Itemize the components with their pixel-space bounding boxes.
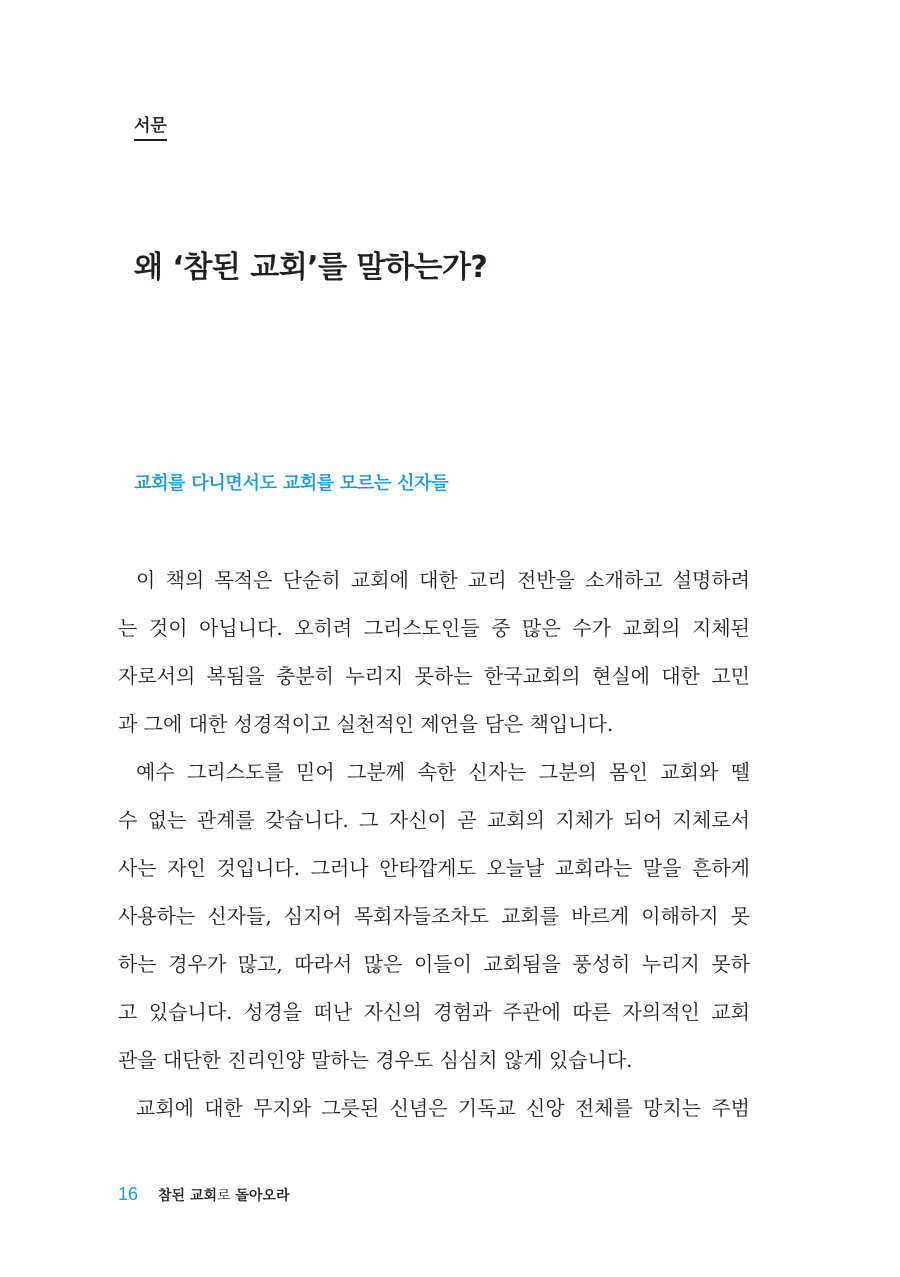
body-line: 이 책의 목적은 단순히 교회에 대한 교리 전반을 소개하고 설명하려: [136, 568, 750, 592]
running-title-part1: 참된 교회: [158, 1188, 218, 1204]
body-line: 과 그에 대한 성경적이고 실천적인 제언을 담은 책입니다.: [118, 712, 614, 736]
body-line: 하는 경우가 많고, 따라서 많은 이들이 교회됨을 풍성히 누리지 못하: [118, 952, 750, 976]
running-title: [158, 1185, 290, 1205]
section-subheading: 교회를 다니면서도 교회를 모르는 신자들: [134, 473, 449, 494]
page-number: 16: [118, 1184, 139, 1204]
body-line: 교회에 대한 무지와 그릇된 신념은 기독교 신앙 전체를 망치는 주범: [136, 1096, 750, 1120]
body-text: [118, 556, 750, 1132]
section-label: 서문: [134, 115, 167, 141]
body-line: 고 있습니다. 성경을 떠난 자신의 경험과 주관에 따른 자의적인 교회: [118, 1000, 750, 1024]
body-line: 자로서의 복됨을 충분히 누리지 못하는 한국교회의 현실에 대한 고민: [118, 664, 750, 688]
body-line: 수 없는 관계를 갖습니다. 그 자신이 곧 교회의 지체가 되어 지체로서: [118, 808, 750, 832]
body-line: 사는 자인 것입니다. 그러나 안타깝게도 오늘날 교회라는 말을 흔하게: [118, 856, 750, 880]
running-title-particle: 로: [217, 1188, 231, 1204]
page-footer: [118, 1184, 290, 1212]
body-line: 예수 그리스도를 믿어 그분께 속한 신자는 그분의 몸인 교회와 뗄: [136, 760, 750, 784]
body-line: 는 것이 아닙니다. 오히려 그리스도인들 중 많은 수가 교회의 지체된: [118, 616, 750, 640]
chapter-title: 왜 ‘참된 교회’를 말하는가?: [134, 250, 488, 285]
body-line: 관을 대단한 진리인양 말하는 경우도 심심치 않게 있습니다.: [118, 1048, 633, 1072]
body-line: 사용하는 신자들, 심지어 목회자들조차도 교회를 바르게 이해하지 못: [118, 904, 750, 928]
running-title-part2: 돌아오라: [230, 1188, 290, 1204]
